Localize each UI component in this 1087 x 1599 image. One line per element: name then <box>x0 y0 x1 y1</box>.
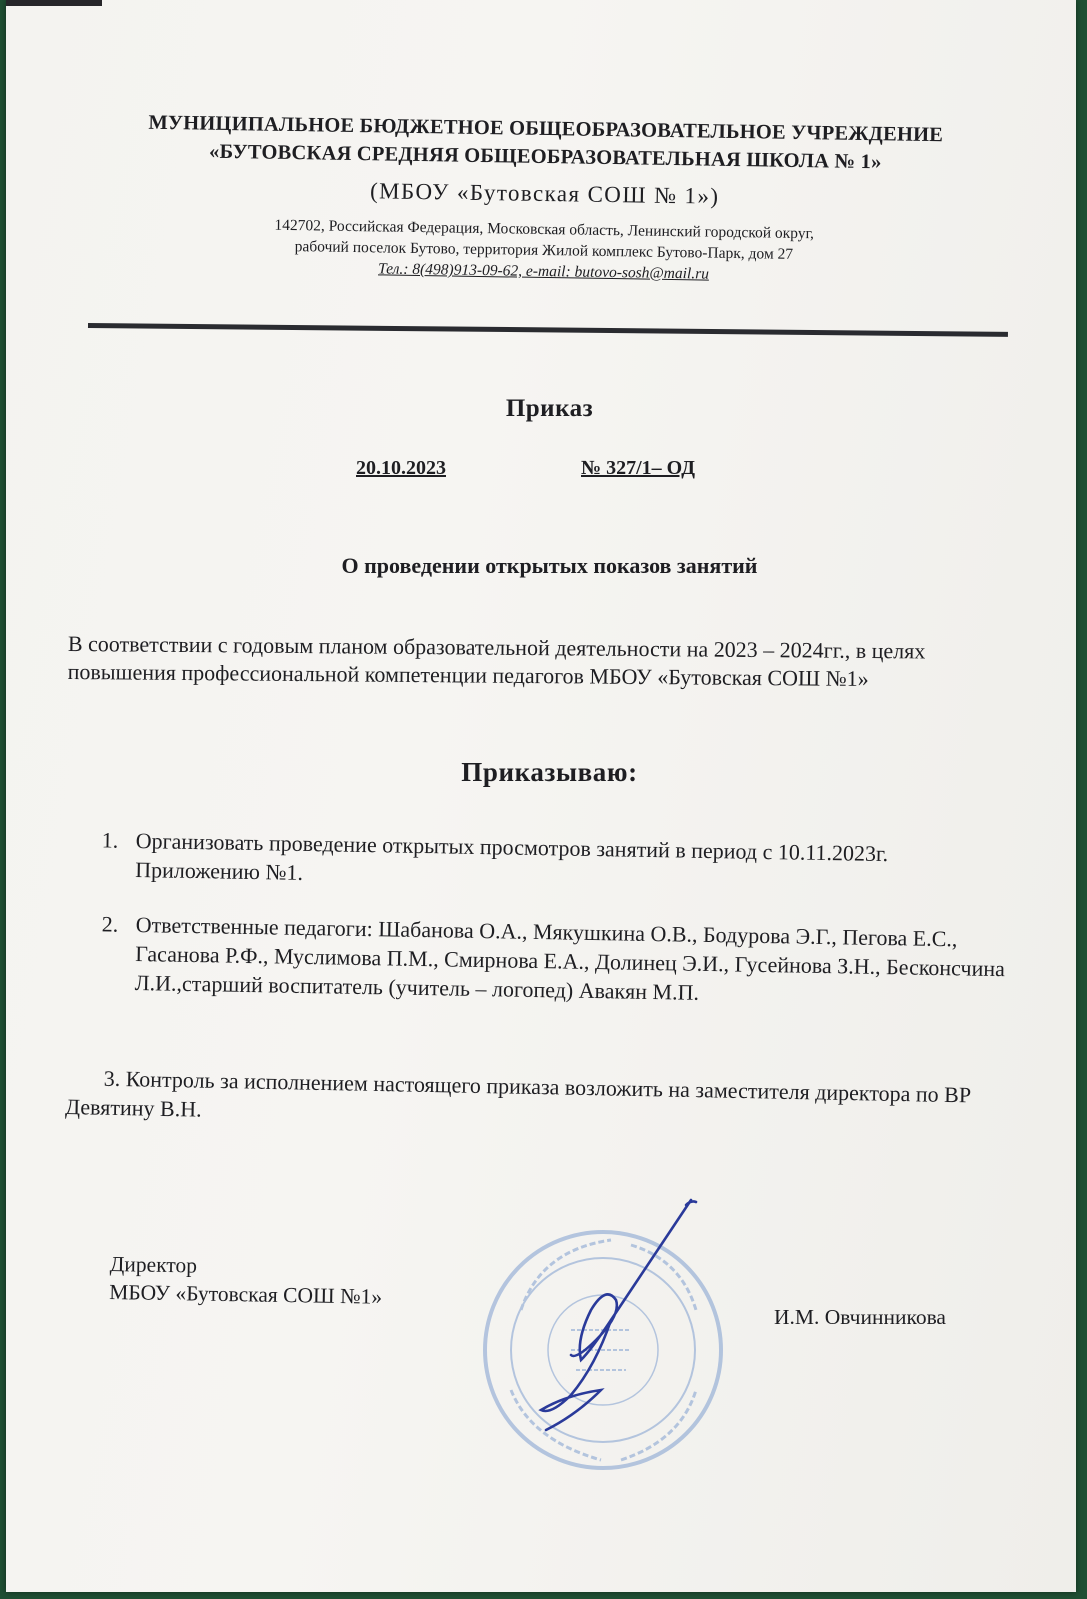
letterhead <box>73 108 1016 290</box>
order-preamble: В соответствии с годовым планом образовательной деятельности на 2023 – 2024гг., в целях повышения профессиональной компетенции педагогов МБОУ «Бутовская СОШ №1» <box>67 630 926 691</box>
address-line1: 142702, Российская Федерация, Московская область, Ленинский городской округ, <box>274 216 815 243</box>
org-name-line1: МУНИЦИПАЛЬНОЕ БЮДЖЕТНОЕ ОБЩЕОБРАЗОВАТЕЛЬНОЕ УЧРЕЖДЕНИЕ <box>148 111 944 147</box>
signatory-title: Директор <box>109 1251 198 1278</box>
top-edge-mark <box>6 0 102 6</box>
order-number: № 327/1– ОД <box>581 457 695 479</box>
order-item-number: 2. <box>101 911 119 937</box>
address-line2: рабочий поселок Бутово, территория Жилой комплекс Бутово-Парк, дом 27 <box>294 238 794 263</box>
order-heading: Приказываю: <box>461 757 638 787</box>
header-divider <box>88 323 1008 337</box>
order-item-number: 1. <box>101 827 119 853</box>
order-item-2 <box>101 910 1015 1012</box>
order-item-text: Организовать проведение открытых просмотров занятий в период с 10.11.2023г. Приложению №1. <box>135 827 889 885</box>
order-date: 20.10.2023 <box>356 457 446 479</box>
signatory-name: И.М. Овчинникова <box>774 1305 946 1329</box>
order-item-3: 3. Контроль за исполнением настоящего приказа возложить на заместителя директора по ВР Девятину В.Н. <box>64 1065 972 1122</box>
document-title: Приказ <box>505 395 594 422</box>
org-name-line2: «БУТОВСКАЯ СРЕДНЯЯ ОБЩЕОБРАЗОВАТЕЛЬНАЯ ШКОЛА № 1» <box>208 140 882 174</box>
official-stamp-with-signature <box>481 1190 741 1490</box>
document-page <box>6 0 1076 1592</box>
signatory-role <box>109 1250 383 1311</box>
order-item-text: Ответственные педагоги: Шабанова О.А., Мякушкина О.В., Бодурова Э.Г., Пегова Е.С., Гасанова Р.Ф., Муслимова П.М., Смирнова Е.А., Долинец Э.И., Гусейнова З.Н., Бесконсчина Л.И.,старший воспитатель (учитель – логопед) Авакян М.П. <box>134 911 1006 1005</box>
contact-line: Тел.: 8(498)913-09-62, e-mail: butovo-sosh@mail.ru <box>377 260 710 283</box>
signatory-org: МБОУ «Бутовская СОШ №1» <box>109 1279 383 1309</box>
order-item-1 <box>101 826 966 898</box>
order-subject: О проведении открытых показов занятий <box>341 553 758 578</box>
org-short-name: (МБОУ «Бутовская СОШ № 1») <box>369 178 720 209</box>
